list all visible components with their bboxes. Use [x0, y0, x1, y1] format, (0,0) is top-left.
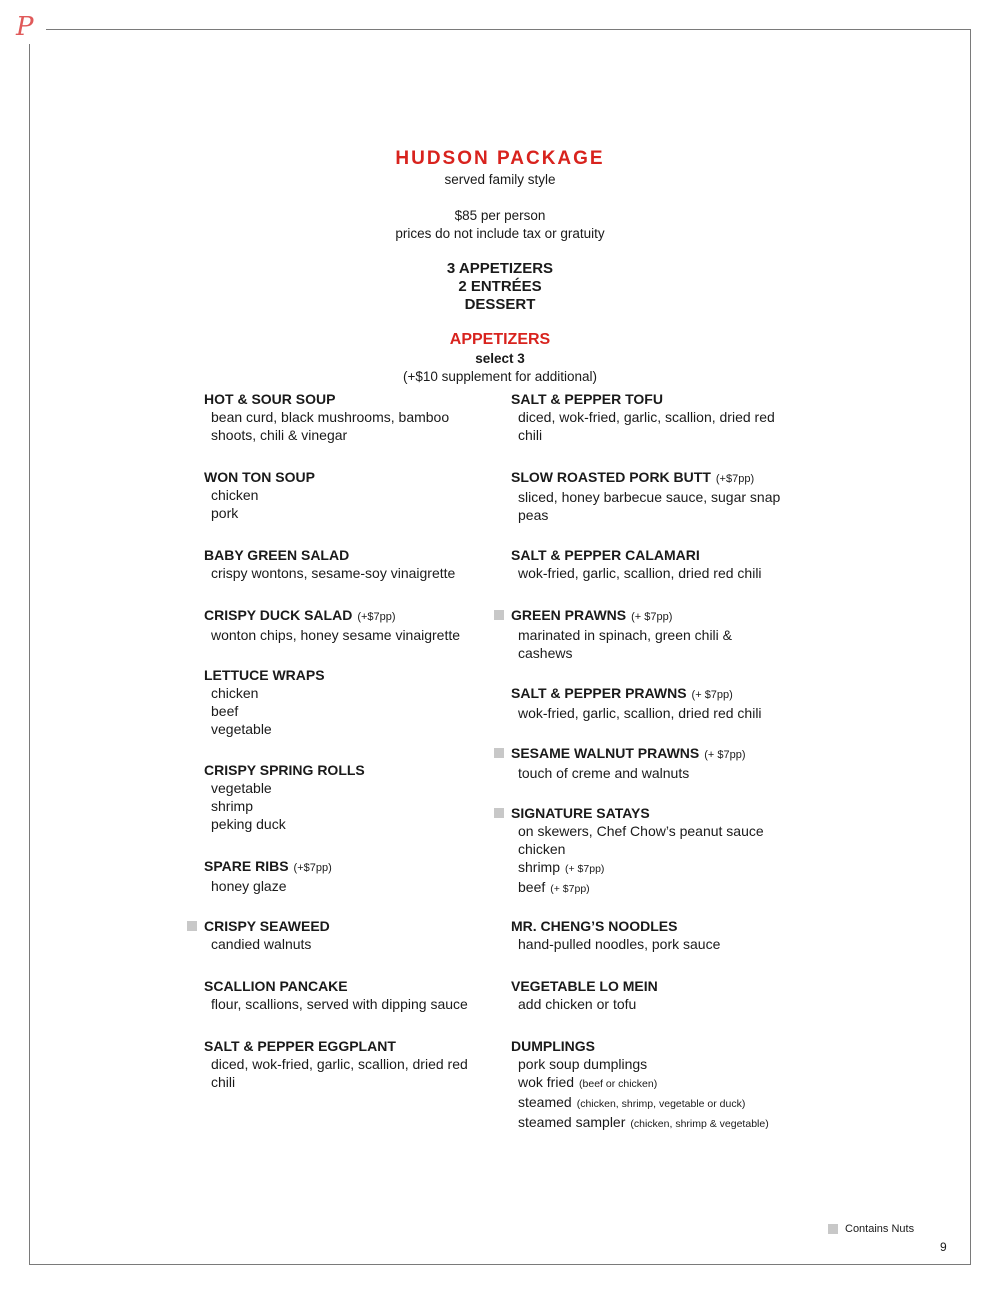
item-desc: sliced, honey barbecue sauce, sugar snap [518, 489, 781, 505]
menu-item [204, 857, 504, 895]
item-title: GREEN PRAWNS [511, 607, 627, 623]
surcharge: (+$7pp) [293, 862, 332, 874]
item-desc: wonton chips, honey sesame vinaigrette [211, 627, 461, 643]
item-desc: vegetable [211, 780, 272, 796]
option-note: (+ $7pp) [550, 883, 590, 895]
page-border-top [46, 29, 970, 30]
item-desc: beef [211, 703, 239, 719]
nut-indicator-icon [494, 748, 504, 758]
legend-label: Contains Nuts [845, 1223, 915, 1235]
item-name: WON TON SOUP [204, 469, 315, 485]
item-name: LETTUCE WRAPS [204, 667, 325, 683]
nut-legend-icon [828, 1224, 838, 1234]
item-name: BABY GREEN SALAD [204, 547, 350, 563]
option-note: (chicken, shrimp & vegetable) [630, 1118, 769, 1130]
menu-item [204, 468, 504, 522]
item-title: SESAME WALNUT PRAWNS [511, 745, 700, 761]
menu-item [511, 606, 811, 662]
item-name [204, 606, 504, 626]
item-desc: bean curd, black mushrooms, bamboo [211, 409, 450, 425]
option-text: shrimp [518, 859, 561, 875]
select-count: select 3 [475, 351, 525, 366]
item-name: CRISPY SPRING ROLLS [204, 762, 365, 778]
item-desc: peking duck [211, 816, 286, 832]
option-note: (beef or chicken) [579, 1078, 658, 1090]
item-desc [511, 1093, 811, 1113]
item-name [511, 744, 811, 764]
menu-item [511, 390, 811, 444]
item-name: CRISPY SEAWEED [204, 918, 330, 934]
item-title: CRISPY DUCK SALAD [204, 607, 353, 623]
surcharge: (+ $7pp) [691, 689, 733, 701]
item-desc: peas [518, 507, 549, 523]
item-desc: chili [211, 1074, 236, 1090]
item-desc: chicken [211, 487, 259, 503]
option-note: (chicken, shrimp, vegetable or duck) [576, 1098, 746, 1110]
menu-item [511, 468, 811, 524]
item-name: VEGETABLE LO MEIN [511, 978, 658, 994]
item-desc: diced, wok-fried, garlic, scallion, dried red [518, 409, 775, 425]
menu-item [204, 977, 504, 1013]
item-title: SALT & PEPPER PRAWNS [511, 685, 687, 701]
item-desc [511, 1113, 811, 1133]
item-name: SALT & PEPPER TOFU [511, 391, 663, 407]
surcharge: (+$7pp) [715, 473, 755, 485]
item-desc: touch of creme and walnuts [518, 765, 690, 781]
page-border-bottom [29, 1264, 971, 1265]
item-desc: candied walnuts [211, 936, 312, 952]
menu-item [511, 546, 811, 582]
option-text: beef [518, 879, 546, 895]
option-text: wok fried [518, 1074, 575, 1090]
nut-indicator-icon [494, 808, 504, 818]
item-desc: shrimp [211, 798, 254, 814]
option-text: steamed [518, 1094, 572, 1110]
surcharge: (+ $7pp) [704, 749, 746, 761]
item-name [511, 606, 811, 626]
item-name: HOT & SOUR SOUP [204, 391, 336, 407]
item-name: DUMPLINGS [511, 1038, 595, 1054]
package-price: $85 per person [454, 208, 546, 223]
structure-entrees: 2 ENTRÉES [458, 278, 542, 295]
item-name [204, 857, 504, 877]
item-desc: chicken [211, 685, 259, 701]
surcharge: (+$7pp) [357, 611, 396, 623]
item-desc: on skewers, Chef Chow’s peanut sauce [518, 823, 764, 839]
item-desc: hand-pulled noodles, pork sauce [518, 936, 721, 952]
item-desc: shoots, chili & vinegar [211, 427, 348, 443]
item-desc: pork [211, 505, 239, 521]
nut-indicator-icon [494, 610, 504, 620]
menu-item [511, 684, 811, 722]
item-desc: vegetable [211, 721, 272, 737]
item-name [511, 684, 811, 704]
menu-item [511, 744, 811, 782]
item-desc: crispy wontons, sesame-soy vinaigrette [211, 565, 456, 581]
item-desc [511, 878, 811, 898]
structure-dessert: DESSERT [464, 296, 536, 313]
menu-item [204, 1037, 504, 1091]
menu-item [204, 606, 504, 644]
section-heading: APPETIZERS [449, 331, 551, 348]
service-style: served family style [444, 172, 556, 187]
item-name: SIGNATURE SATAYS [511, 805, 650, 821]
price-note: prices do not include tax or gratuity [395, 226, 605, 241]
item-name [511, 468, 811, 488]
item-desc: pork soup dumplings [518, 1056, 648, 1072]
item-desc: chicken [518, 841, 566, 857]
item-name: SALT & PEPPER EGGPLANT [204, 1038, 396, 1054]
menu-item [511, 804, 811, 898]
item-desc: add chicken or tofu [518, 996, 637, 1012]
menu-item [204, 666, 504, 738]
item-desc: honey glaze [211, 878, 287, 894]
item-desc: flour, scallions, served with dipping sauce [211, 996, 468, 1012]
nut-indicator-icon [187, 921, 197, 931]
item-title: SLOW ROASTED PORK BUTT [511, 469, 711, 485]
item-desc [511, 858, 811, 878]
structure-appetizers: 3 APPETIZERS [446, 260, 554, 277]
menu-item [204, 761, 504, 833]
item-name: MR. CHENG’S NOODLES [511, 918, 678, 934]
supplement-note: (+$10 supplement for additional) [403, 369, 597, 384]
menu-item [204, 546, 504, 582]
item-desc: cashews [518, 645, 573, 661]
surcharge: (+ $7pp) [631, 611, 673, 623]
page-number: 9 [940, 1240, 947, 1254]
item-desc: diced, wok-fried, garlic, scallion, dried red [211, 1056, 468, 1072]
menu-item [511, 977, 811, 1013]
menu-item [204, 917, 504, 953]
item-desc: wok-fried, garlic, scallion, dried red chili [518, 705, 762, 721]
item-desc: marinated in spinach, green chili & [518, 627, 733, 643]
item-desc: chili [518, 427, 543, 443]
package-title: HUDSON PACKAGE [395, 148, 605, 169]
menu-item [204, 390, 504, 444]
item-name: SALT & PEPPER CALAMARI [511, 547, 700, 563]
item-desc: wok-fried, garlic, scallion, dried red chili [518, 565, 762, 581]
item-title: SPARE RIBS [204, 858, 289, 874]
menu-item [511, 917, 811, 953]
item-name: SCALLION PANCAKE [204, 978, 348, 994]
brand-logo: P [16, 12, 34, 42]
menu-item [511, 1037, 811, 1133]
item-desc [511, 1073, 811, 1093]
option-text: steamed sampler [518, 1114, 626, 1130]
option-note: (+ $7pp) [565, 863, 605, 875]
